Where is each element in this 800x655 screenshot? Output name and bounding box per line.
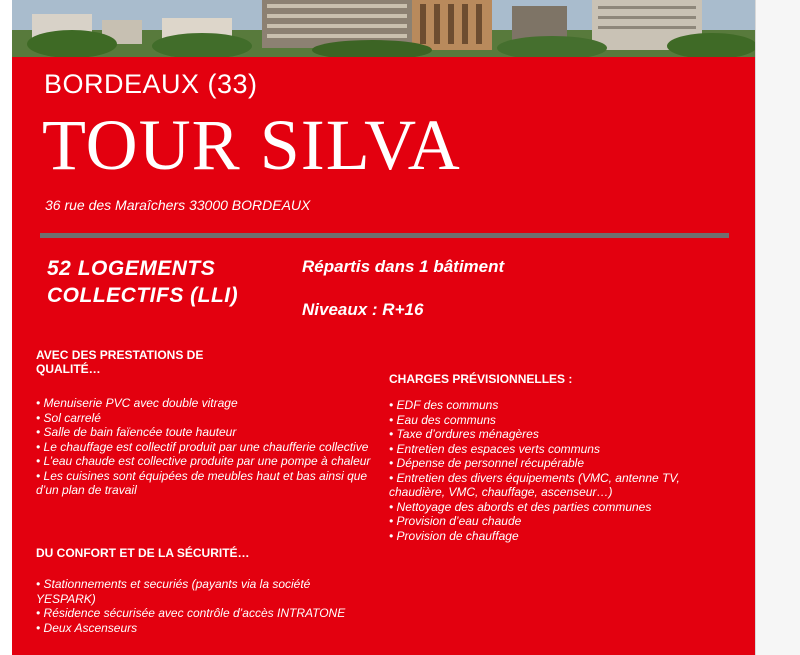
charges-list [389, 398, 709, 543]
list-item: • Résidence sécurisée avec contrôle d’accès INTRATONE [36, 606, 346, 620]
list-item: • Taxe d’ordures ménagères [389, 427, 539, 441]
list-item: • Les cuisines sont équipées de meubles haut et bas ainsi que d’un plan de travail [36, 468, 368, 497]
list-item: • Sol carrelé [36, 410, 101, 425]
list-item: • Provision de chauffage [389, 528, 519, 543]
address: 36 rue des Maraîchers 33000 BORDEAUX [45, 197, 311, 213]
list-item: • Menuiserie PVC avec double vitrage [36, 396, 238, 410]
residence-name: TOUR SILVA [42, 105, 461, 185]
list-item: • L’eau chaude est collective produite par une pompe à chaleur [36, 454, 371, 468]
list-item: • Provision d’eau chaude [389, 514, 522, 528]
niveaux-info: Niveaux : R+16 [302, 300, 424, 319]
list-item: • Entretien des divers équipements (VMC, antenne TV, chaudière, VMC, chauffage, ascenseur…) [389, 470, 680, 499]
prestations-list [36, 396, 371, 498]
confort-heading: DU CONFORT ET DE LA SÉCURITÉ… [36, 546, 250, 560]
list-item: • EDF des communs [389, 398, 499, 412]
logements-count: 52 LOGEMENTS COLLECTIFS (LLI) [47, 257, 239, 307]
charges-heading: CHARGES PRÉVISIONNELLES : [389, 372, 573, 386]
confort-list [36, 577, 356, 635]
city-label: BORDEAUX (33) [44, 69, 258, 99]
list-item: • Deux Ascenseurs [36, 620, 138, 635]
list-item: • Salle de bain faïencée toute hauteur [36, 425, 237, 439]
list-item: • Entretien des espaces verts communs [389, 441, 600, 456]
prestations-heading: AVEC DES PRESTATIONS DE QUALITÉ… [36, 348, 204, 376]
divider [40, 233, 729, 238]
list-item: • Eau des communs [389, 412, 496, 427]
list-item: • Le chauffage est collectif produit par une chaufferie collective [36, 439, 369, 454]
list-item: • Nettoyage des abords et des parties communes [389, 499, 652, 514]
scrollbar-track[interactable] [756, 0, 800, 655]
info-panel [12, 57, 755, 655]
building-photo [12, 0, 755, 57]
list-item: • Stationnements et securiés (payants via la société YESPARK) [36, 577, 311, 606]
batiment-info: Répartis dans 1 bâtiment [302, 257, 505, 276]
list-item: • Dépense de personnel récupérable [389, 456, 584, 470]
